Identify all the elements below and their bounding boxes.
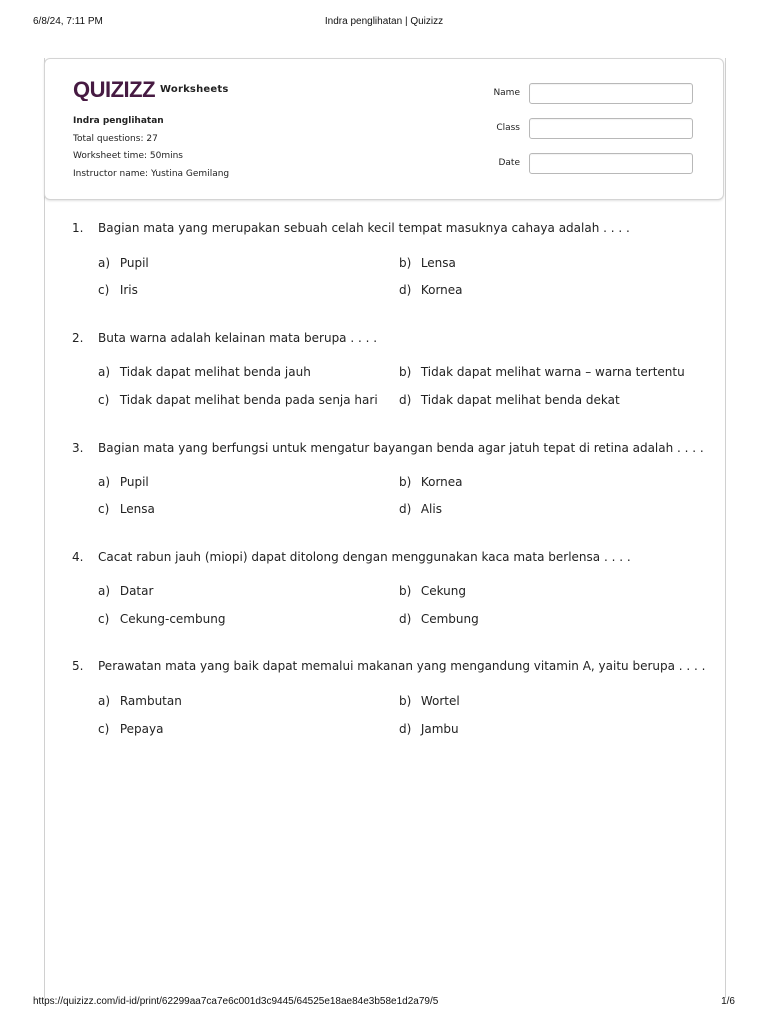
option-text: Cembung [420,612,479,626]
option-text: Pupil [119,256,149,270]
option-letter: c) [98,612,110,626]
option-letter: d) [399,502,412,516]
print-datetime: 6/8/24, 7:11 PM [33,16,103,27]
option-text: Cekung [420,584,466,598]
instructor-name: Instructor name: Yustina Gemilang [73,168,230,179]
option-text: Lensa [119,502,155,516]
option-a [98,256,149,270]
worksheet-time: Worksheet time: 50mins [73,151,183,161]
option-letter: b) [399,256,412,270]
option-text: Wortel [420,694,460,708]
page-indicator: 1/6 [721,996,735,1007]
question-text: Bagian mata yang merupakan sebuah celah kecil tempat masuknya cahaya adalah . . . . [98,221,630,235]
option-text: Lensa [420,256,456,270]
option-letter: d) [399,393,412,407]
option-text: Tidak dapat melihat benda pada senja hari [119,393,378,407]
total-questions: Total questions: 27 [73,133,158,144]
print-tab-title: Indra penglihatan | Quizizz [324,16,444,27]
option-d [399,283,463,297]
option-b [399,256,456,270]
option-text: Kornea [420,283,463,297]
option-letter: a) [98,475,111,489]
option-letter: d) [399,612,412,626]
option-letter: c) [98,722,110,736]
option-letter: a) [98,365,111,379]
question-number: 5. [72,659,84,673]
svg-text:QUIZIZZ: QUIZIZZ [73,77,156,101]
option-letter: a) [98,584,111,598]
option-text: Cekung-cembung [119,612,226,626]
option-letter: a) [98,256,111,270]
question-number: 1. [72,221,84,235]
option-a [98,584,153,598]
question-number: 3. [72,441,84,455]
question-text: Bagian mata yang berfungsi untuk mengatur bayangan benda agar jatuh tepat di retina adalah . . . . [98,441,704,455]
class-label: Class [496,123,520,133]
question-text: Buta warna adalah kelainan mata berupa . . . . [98,331,378,345]
logo-subtitle: Worksheets [160,84,229,95]
option-c [98,283,138,297]
question-number: 2. [72,331,84,345]
option-letter: b) [399,694,412,708]
date-label: Date [498,158,520,168]
option-text: Jambu [420,722,459,736]
option-letter: c) [98,502,110,516]
option-c [98,722,163,736]
option-d [399,722,459,736]
option-text: Kornea [420,475,463,489]
option-d [399,612,479,626]
option-b [399,584,466,598]
option-letter: b) [399,365,412,379]
quizizz-logo [73,77,157,101]
option-letter: c) [98,283,110,297]
option-b [399,694,460,708]
option-text: Iris [119,283,138,297]
option-c [98,502,155,516]
worksheet-meta [73,113,229,183]
class-input[interactable] [529,118,693,139]
option-text: Tidak dapat melihat benda jauh [119,365,311,379]
date-field-row [485,153,695,175]
option-c [98,393,378,407]
option-a [98,694,182,708]
option-b [399,475,463,489]
question-text: Cacat rabun jauh (miopi) dapat ditolong dengan menggunakan kaca mata berlensa . . . . [98,550,631,564]
option-letter: d) [399,722,412,736]
option-c [98,612,225,626]
date-input[interactable] [529,153,693,174]
option-letter: d) [399,283,412,297]
option-text: Pupil [119,475,149,489]
option-letter: c) [98,393,110,407]
option-text: Pepaya [119,722,164,736]
option-d [399,393,620,407]
name-input[interactable] [529,83,693,104]
print-header [33,16,735,30]
worksheet-header [44,58,724,200]
worksheet-title: Indra penglihatan [73,116,164,126]
question-number: 4. [72,550,84,564]
question-text: Perawatan mata yang baik dapat memalui makanan yang mengandung vitamin A, yaitu berupa . . . . [98,659,706,673]
name-field-row [485,83,695,105]
option-text: Alis [420,502,442,516]
option-text: Datar [119,584,154,598]
option-letter: a) [98,694,111,708]
option-d [399,502,442,516]
option-a [98,475,149,489]
option-text: Tidak dapat melihat warna – warna tertentu [420,365,685,379]
name-label: Name [493,88,520,98]
option-b [399,365,685,379]
option-letter: b) [399,475,412,489]
option-a [98,365,311,379]
print-url: https://quizizz.com/id-id/print/62299aa7ca7e6c001d3c9445/64525e18ae84e3b58e1d2a79/5 [33,996,439,1007]
option-text: Tidak dapat melihat benda dekat [420,393,620,407]
option-letter: b) [399,584,412,598]
option-text: Rambutan [119,694,182,708]
print-footer [33,996,735,1010]
class-field-row [485,118,695,140]
